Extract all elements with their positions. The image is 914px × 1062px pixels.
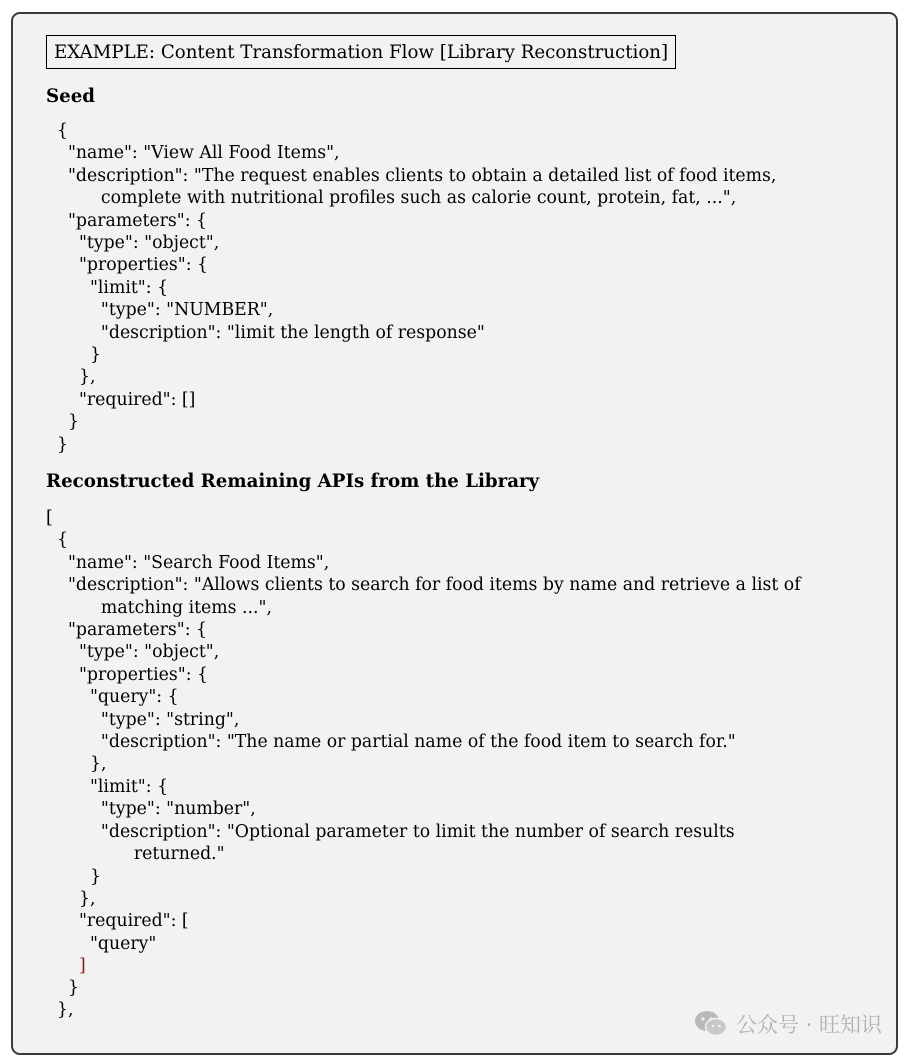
- panel-title: EXAMPLE: Content Transformation Flow [Library Reconstruction]: [46, 35, 676, 69]
- seed-code-block: { "name": "View All Food Items", "description": "The request enables clients to obtain a detailed list of food items, complete with nutritional profiles such as calorie count, protein, fat, ...", "parameters": { "type": "object", "properties": { "limit": { "type": "NUMBER", "description": "limit the length of response" } }, "required": [] } }: [56, 121, 777, 455]
- reconstructed-code-tail: } },: [56, 978, 79, 1021]
- wechat-icon: [694, 1010, 728, 1038]
- reconstructed-code-closing-bracket: ]: [46, 956, 86, 976]
- watermark: [694, 1009, 882, 1039]
- reconstructed-code-block: [ { "name": "Search Food Items", "description": "Allows clients to search for food items by name and retrieve a list of matching items ...", "parameters": { "type": "object", "properties": { "query": { "type": "string", "description": "The name or partial name of the food item to search for." }, "limit": { "type": "number", "description": "Optional parameter to limit the number of search results returned." } }, "required": [ "query": [46, 508, 801, 954]
- seed-heading: Seed: [46, 86, 95, 107]
- reconstructed-heading: Reconstructed Remaining APIs from the Library: [46, 471, 540, 492]
- watermark-text: 公众号 · 旺知识: [735, 1013, 882, 1037]
- example-panel: [11, 12, 898, 1055]
